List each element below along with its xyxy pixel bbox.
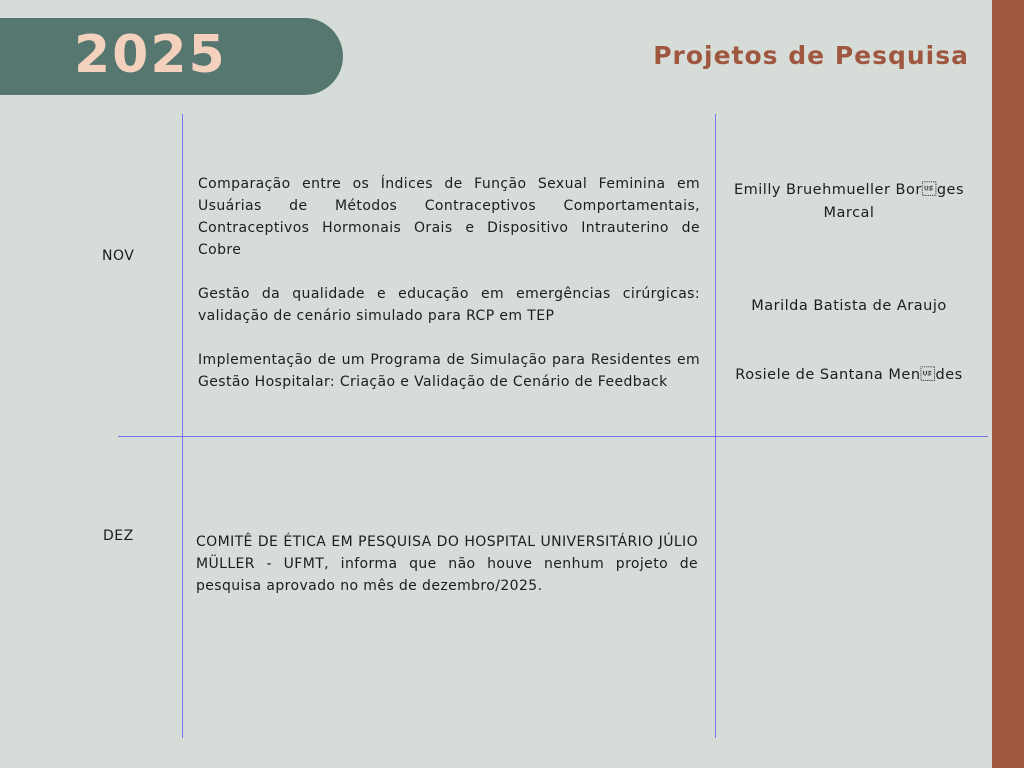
- right-accent-band: [992, 0, 1024, 768]
- project-title: Implementação de um Programa de Simulação para Residentes em Gestão Hospitalar: Criação e Validação de Cenário de Feedback: [198, 352, 700, 390]
- project-title: Comparação entre os Índices de Função Sexual Feminina em Usuárias de Métodos Contraceptivos Comportamentais, Contraceptivos Hormonais Orais e Dispositivo Intrauterino de Cobre: [198, 176, 700, 258]
- researcher-name: Rosiele de Santana Men des: [735, 367, 963, 383]
- month-label-nov: NOV: [102, 248, 135, 264]
- grid-line-row-divider: [118, 436, 988, 437]
- month-label-dez: DEZ: [103, 528, 134, 544]
- researcher-name: Emilly Bruehmueller Bor ges Marcal: [733, 182, 965, 221]
- no-projects-notice: COMITÊ DE ÉTICA EM PESQUISA DO HOSPITAL UNIVERSITÁRIO JÚLIO MÜLLER - UFMT, informa que não houve nenhum projeto de pesquisa aprovado no mês de dezembro/2025.: [196, 534, 698, 594]
- grid-line-month-column: [182, 114, 183, 738]
- researcher-name: Marilda Batista de Araujo: [751, 298, 947, 314]
- year-label: 2025: [74, 25, 227, 85]
- grid-line-researcher-column: [715, 114, 716, 738]
- project-title: Gestão da qualidade e educação em emergências cirúrgicas: validação de cenário simulado para RCP em TEP: [198, 286, 700, 324]
- page-title: Projetos de Pesquisa: [653, 41, 969, 70]
